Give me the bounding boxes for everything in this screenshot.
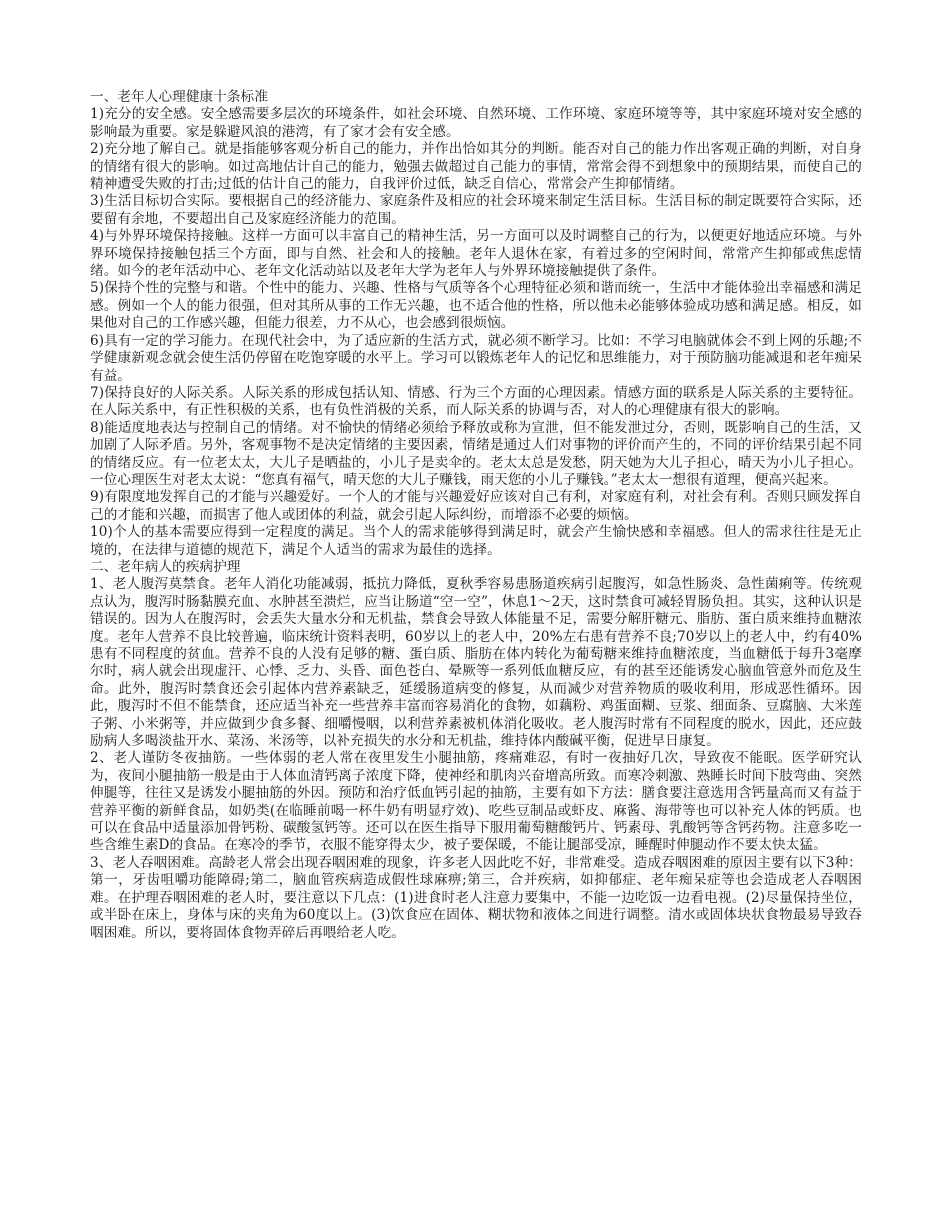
paragraph: 1、老人腹泻莫禁食。老年人消化功能减弱，抵抗力降低，夏秋季容易患肠道疾病引起腹泻，如急性肠炎、急性菌痢等。传统观点认为，腹泻时肠黏膜充血、水肿甚至溃烂，应当让肠道“空一空”，休息1～2天，这时禁食可减轻胃肠负担。其实，这种认识是错误的。因为人在腹泻时，会丢失大量水分和无机盐，禁食会导致人体能量不足，需要分解肝糖元、脂肪、蛋白质来维持血糖浓度。老年人营养不良比较普遍，临床统计资料表明，60岁以上的老人中，20%左右患有营养不良;70岁以上的老人中，约有40%患有不同程度的贫血。营养不良的人没有足够的糖、蛋白质、脂肪在体内转化为葡萄糖来维持血糖浓度，当血糖低于每升3毫摩尔时，病人就会出现虚汗、心悸、乏力、头昏、面色苍白、晕厥等一系列低血糖反应，有的甚至还能诱发心脑血管意外而危及生命。此外，腹泻时禁食还会引起体内营养素缺乏，延缓肠道病变的修复，从而减少对营养物质的吸收利用，形成恶性循环。因此，腹泻时不但不能禁食，还应适当补充一些营养丰富而容易消化的食物，如藕粉、鸡蛋面糊、豆浆、细面条、豆腐脑、大米莲子粥、小米粥等，并应做到少食多餐、细嚼慢咽，以利营养素被机体消化吸收。老人腹泻时常有不同程度的脱水，因此，还应鼓励病人多喝淡盐开水、菜汤、米汤等，以补充损失的水分和无机盐，维持体内酸碱平衡，促进早日康复。 <box>90 576 862 750</box>
paragraph: 9)有限度地发挥自己的才能与兴趣爱好。一个人的才能与兴趣爱好应该对自己有利，对家庭有利，对社会有利。否则只顾发挥自己的才能和兴趣，而损害了他人或团体的利益，就会引起人际纠纷，而增添不必要的烦恼。 <box>90 489 862 523</box>
paragraph: 4)与外界环境保持接触。这样一方面可以丰富自己的精神生活，另一方面可以及时调整自己的行为，以便更好地适应环境。与外界环境保持接触包括三个方面，即与自然、社会和人的接触。老年人退休在家，有着过多的空闲时间，常常产生抑郁或焦虑情绪。如今的老年活动中心、老年文化活动站以及老年大学为老年人与外界环境接触提供了条件。 <box>90 228 862 280</box>
paragraph: 10)个人的基本需要应得到一定程度的满足。当个人的需求能够得到满足时，就会产生愉快感和幸福感。但人的需求往往是无止境的，在法律与道德的规范下，满足个人适当的需求为最佳的选择。 <box>90 524 862 558</box>
section-heading: 二、老年病人的疾病护理 <box>90 558 241 575</box>
paragraph: 7)保持良好的人际关系。人际关系的形成包括认知、情感、行为三个方面的心理因素。情感方面的联系是人际关系的主要特征。在人际关系中，有正性积极的关系，也有负性消极的关系，而人际关系的协调与否，对人的心理健康有很大的影响。 <box>90 384 862 419</box>
paragraph: 3、老人吞咽困难。高龄老人常会出现吞咽困难的现象，许多老人因此吃不好，非常难受。造成吞咽困难的原因主要有以下3种：第一，牙齿咀嚼功能障碍;第二，脑血管疾病造成假性球麻痹;第三，合并疾病，如抑郁症、老年痴呆症等也会造成老人吞咽困难。在护理吞咽困难的老人时，要注意以下几点：(1)进食时老人注意力要集中，不能一边吃饭一边看电视。(2)尽量保持坐位，或半卧在床上，身体与床的夹角为60度以上。(3)饮食应在固体、糊状物和液体之间进行调整。清水或固体块状食物最易导致吞咽困难。所以，要将固体食物弄碎后再喂给老人吃。 <box>90 854 862 941</box>
paragraph: 8)能适度地表达与控制自己的情绪。对不愉快的情绪必须给予释放或称为宣泄，但不能发泄过分，否则，既影响自己的生活，又加剧了人际矛盾。另外，客观事物不是决定情绪的主要因素，情绪是通过人们对事物的评价而产生的，不同的评价结果引起不同的情绪反应。有一位老太太，大儿子是晒盐的，小儿子是卖伞的。老太太总是发愁，阴天她为大儿子担心，晴天为小儿子担心。一位心理医生对老太太说：“您真有福气，晴天您的大儿子赚钱，雨天您的小儿子赚钱。”老太太一想很有道理，便高兴起来。 <box>90 419 862 488</box>
paragraph: 6)具有一定的学习能力。在现代社会中，为了适应新的生活方式，就必须不断学习。比如：不学习电脑就体会不到上网的乐趣;不学健康新观念就会使生活仍停留在吃饱穿暖的水平上。学习可以锻炼老年人的记忆和思维能力，对于预防脑功能减退和老年痴呆有益。 <box>90 332 862 384</box>
paragraph: 5)保持个性的完整与和谐。个性中的能力、兴趣、性格与气质等各个心理特征必须和谐而统一，生活中才能体验出幸福感和满足感。例如一个人的能力很强，但对其所从事的工作无兴趣，也不适合他的性格，所以他未必能够体验成功感和满足感。相反，如果他对自己的工作感兴趣，但能力很差，力不从心，也会感到很烦恼。 <box>90 280 862 332</box>
document-page <box>90 89 862 942</box>
paragraph: 2)充分地了解自己。就是指能够客观分析自己的能力，并作出恰如其分的判断。能否对自己的能力作出客观正确的判断，对自身的情绪有很大的影响。如过高地估计自己的能力，勉强去做超过自己能力的事情，常常会得不到想象中的预期结果，而使自己的精神遭受失败的打击;过低的估计自己的能力，自我评价过低，缺乏自信心，常常会产生抑郁情绪。 <box>90 141 862 193</box>
section-heading: 一、老年人心理健康十条标准 <box>90 89 269 105</box>
paragraph: 3)生活目标切合实际。要根据自己的经济能力、家庭条件及相应的社会环境来制定生活目标。生活目标的制定既要符合实际，还要留有余地，不要超出自己及家庭经济能力的范围。 <box>90 193 862 227</box>
paragraph: 1)充分的安全感。安全感需要多层次的环境条件，如社会环境、自然环境、工作环境、家庭环境等等，其中家庭环境对安全感的影响最为重要。家是躲避风浪的港湾，有了家才会有安全感。 <box>90 106 862 140</box>
paragraph: 2、老人谨防冬夜抽筋。一些体弱的老人常在夜里发生小腿抽筋，疼痛难忍，有时一夜抽好几次，导致夜不能眠。医学研究认为，夜间小腿抽筋一般是由于人体血清钙离子浓度下降，使神经和肌肉兴奋增高所致。而寒冷刺激、熟睡长时间下肢弯曲、突然伸腿等，往往又是诱发小腿抽筋的外因。预防和治疗低血钙引起的抽筋，主要有如下方法：膳食要注意选用含钙量高而又有益于营养平衡的新鲜食品，如奶类(在临睡前喝一杯牛奶有明显疗效)、吃些豆制品或虾皮、麻酱、海带等也可以补充人体的钙质。也可以在食品中适量添加骨钙粉、碳酸氢钙等。还可以在医生指导下服用葡萄糖酸钙片、钙素母、乳酸钙等含钙药物。注意多吃一些含维生素D的食品。在寒冷的季节，衣服不能穿得太少，被子要保暖，不能让腿部受凉，睡醒时伸腿动作不要太快太猛。 <box>90 750 862 854</box>
